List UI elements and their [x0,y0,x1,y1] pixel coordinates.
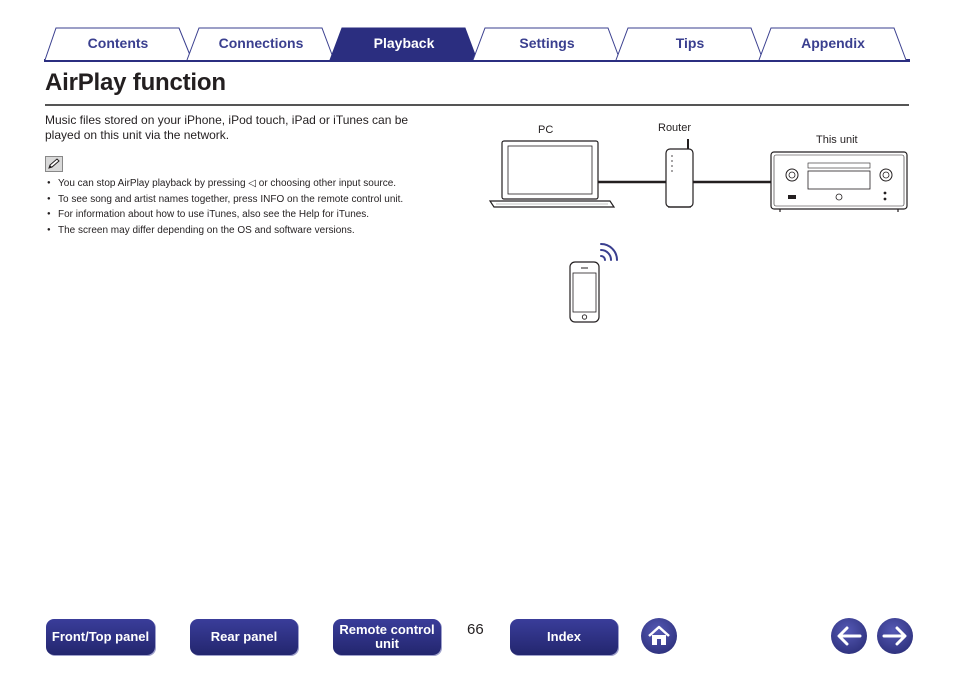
page-number: 66 [467,621,484,638]
unit-label: This unit [816,134,858,146]
rear-panel-button[interactable]: Rear panel [190,619,298,655]
tab-contents[interactable]: Contents [87,35,149,51]
title-divider [45,104,909,106]
arrow-right-icon [882,626,908,646]
remote-control-unit-button[interactable]: Remote control unit [333,619,441,655]
arrow-left-icon [836,626,862,646]
nav-tabs [44,26,910,62]
router-label: Router [658,122,692,134]
tab-playback[interactable]: Playback [373,35,435,51]
home-icon [647,625,671,647]
receiver-unit-icon [771,152,907,212]
intro-text: Music files stored on your iPhone, iPod touch, iPad or iTunes can be played on this unit via the network. [45,113,409,142]
home-button[interactable] [641,618,677,654]
pc-label: PC [538,124,554,136]
network-diagram [488,135,912,215]
iphone-icon [566,240,626,326]
tab-connections[interactable]: Connections [218,35,304,51]
tab-appendix[interactable]: Appendix [801,35,865,51]
forward-button[interactable] [877,618,913,654]
tab-tips[interactable]: Tips [675,35,705,51]
index-button[interactable]: Index [510,619,618,655]
notes-list [45,176,465,238]
note-item: ● The screen may differ depending on the OS and software versions. [45,223,465,239]
laptop-icon [490,141,614,207]
router-icon [666,139,693,207]
note-item: ● You can stop AirPlay playback by pressing ◁ or choosing other input source. [45,176,465,192]
note-item: ● For information about how to use iTunes, also see the Help for iTunes. [45,207,465,223]
front-top-panel-button[interactable]: Front/Top panel [46,619,155,655]
wifi-signal-icon [601,244,617,260]
page-title: AirPlay function [45,69,226,96]
tab-settings[interactable]: Settings [519,35,575,51]
note-item: ● To see song and artist names together, press INFO on the remote control unit. [45,192,465,208]
back-button[interactable] [831,618,867,654]
pencil-memo-icon [45,156,63,172]
